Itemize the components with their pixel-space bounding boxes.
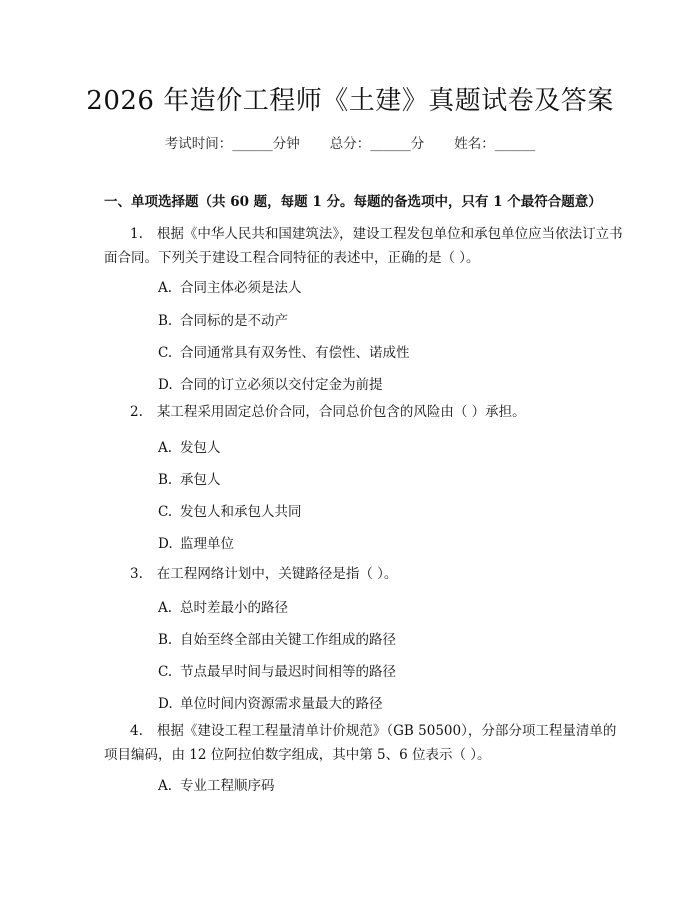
question-number: 3. (130, 566, 143, 582)
option-3d (158, 692, 628, 712)
option-letter: A. (158, 778, 173, 794)
section-heading: 一、单项选择题（共 60 题，每题 1 分。每题的备选项中，只有 1 个最符合题意） (104, 194, 602, 210)
question-2 (104, 400, 624, 424)
question-text: 某工程采用固定总价合同，合同总价包含的风险由（ ）承担。 (156, 404, 526, 420)
option-2a (158, 436, 628, 456)
option-text: 自始至终全部由关键工作组成的路径 (180, 632, 396, 648)
option-letter: B. (158, 313, 173, 329)
option-text: 专业工程顺序码 (180, 778, 275, 794)
option-1d (158, 373, 628, 393)
option-letter: A. (158, 440, 173, 456)
question-text: 根据《中华人民共和国建筑法》，建设工程发包单位和承包单位应当依法订立书面合同。下列关于建设工程合同特征的表述中，正确的是（ ）。 (104, 226, 623, 266)
option-2c (158, 500, 628, 520)
option-text: 单位时间内资源需求量最大的路径 (180, 696, 383, 712)
option-text: 合同的订立必须以交付定金为前提 (180, 377, 383, 393)
question-number: 1. (130, 226, 143, 242)
option-3a (158, 596, 628, 616)
question-text: 在工程网络计划中，关键路径是指（ ）。 (156, 566, 398, 582)
option-letter: B. (158, 632, 173, 648)
option-1c (158, 341, 628, 361)
option-text: 合同主体必须是法人 (180, 280, 302, 296)
option-letter: B. (158, 472, 173, 488)
option-letter: C. (158, 664, 173, 680)
option-2d (158, 532, 628, 552)
exam-time-field: 考试时间：______分钟 (164, 136, 300, 152)
option-text: 发包人 (180, 440, 221, 456)
question-number: 4. (130, 723, 143, 739)
option-letter: C. (158, 345, 173, 361)
option-3c (158, 660, 628, 680)
option-letter: D. (158, 377, 173, 393)
option-letter: A. (158, 600, 173, 616)
option-2b (158, 468, 628, 488)
option-4a (158, 774, 628, 794)
page-title: 2026 年造价工程师《土建》真题试卷及答案 (86, 86, 614, 116)
question-3 (104, 562, 624, 586)
option-text: 总时差最小的路径 (180, 600, 288, 616)
option-text: 承包人 (180, 472, 221, 488)
option-letter: C. (158, 504, 173, 520)
option-letter: D. (158, 536, 173, 552)
option-text: 发包人和承包人共同 (180, 504, 302, 520)
option-text: 监理单位 (180, 536, 234, 552)
question-text: 根据《建设工程工程量清单计价规范》（GB 50500），分部分项工程量清单的项目编码，由 12 位阿拉伯数字组成，其中第 5、6 位表示（ ）。 (104, 723, 617, 763)
option-1a (158, 276, 628, 296)
option-letter: D. (158, 696, 173, 712)
option-text: 合同标的是不动产 (180, 313, 288, 329)
exam-info-line (0, 132, 700, 152)
option-text: 节点最早时间与最迟时间相等的路径 (180, 664, 396, 680)
option-text: 合同通常具有双务性、有偿性、诺成性 (180, 345, 410, 361)
option-letter: A. (158, 280, 173, 296)
exam-score-field: 总分：______分 (329, 136, 425, 152)
question-1 (104, 222, 624, 270)
option-3b (158, 628, 628, 648)
exam-name-field: 姓名：______ (454, 136, 536, 152)
option-1b (158, 309, 628, 329)
question-4 (104, 719, 624, 767)
question-number: 2. (130, 404, 143, 420)
